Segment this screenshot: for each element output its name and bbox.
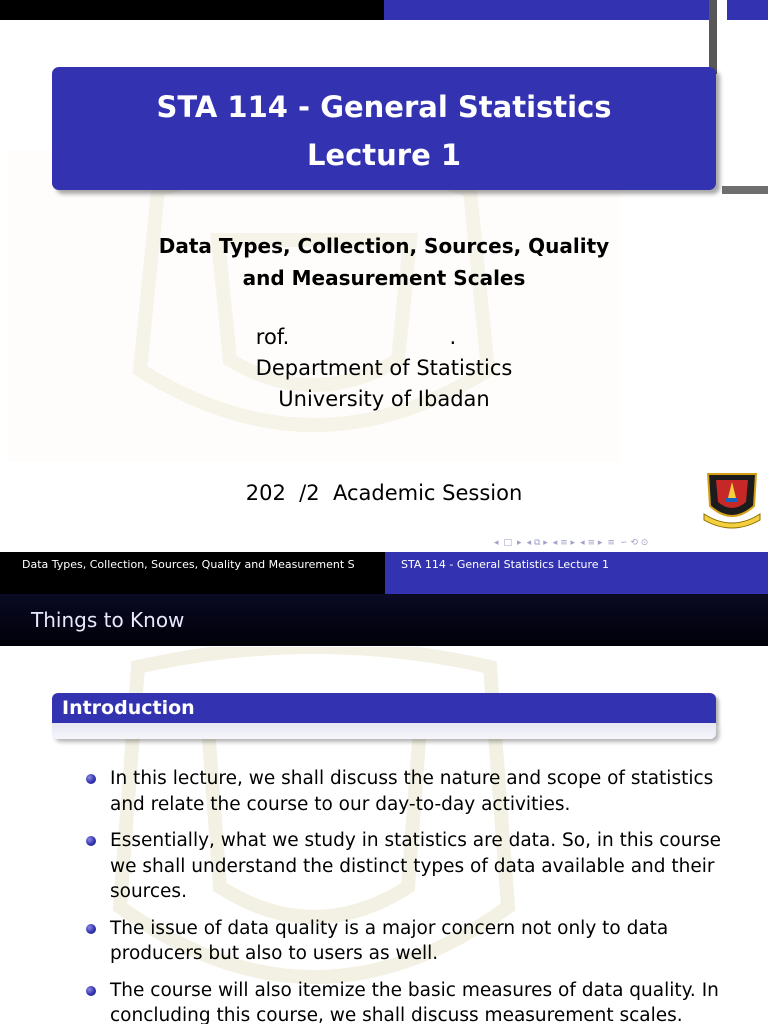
nav-frame-icon[interactable]: □ xyxy=(503,538,513,548)
list-item-text: Essentially, what we study in statistics are data. So, in this course we shall understand the distinct types of data available and their sources. xyxy=(110,830,722,902)
nav-align-icon[interactable]: ≡ xyxy=(607,538,615,548)
title-line-2: Lecture 1 xyxy=(306,138,462,172)
bullet-icon xyxy=(86,986,96,996)
nav-next-icon[interactable]: ▸ xyxy=(517,538,522,548)
list-item-text: In this lecture, we shall discuss the nature and scope of statistics and relate the course to our day-to-day activities. xyxy=(110,768,714,815)
frame-title-bar xyxy=(0,594,768,646)
footer-short-title: Data Types, Collection, Sources, Quality and Measurement S xyxy=(0,552,385,594)
navigation-bar xyxy=(494,535,766,551)
title-box xyxy=(52,67,716,190)
watermark-crest-icon xyxy=(8,150,620,462)
university: University of Ibadan xyxy=(278,387,490,411)
author-block xyxy=(84,322,684,415)
list-item-text: The issue of data quality is a major concern not only to data producers but also to users as well. xyxy=(110,917,669,964)
list-item xyxy=(84,916,724,967)
academic-session: 202 /2 Academic Session xyxy=(245,481,523,505)
list-item xyxy=(84,978,724,1024)
bullet-icon xyxy=(86,836,96,846)
header-bar-left xyxy=(0,0,384,20)
nav-prev-icon[interactable]: ◂ xyxy=(494,538,499,548)
bullet-icon xyxy=(86,774,96,784)
frame-title: Things to Know xyxy=(31,608,185,632)
header-bar-gap xyxy=(717,0,727,20)
list-item xyxy=(84,828,724,905)
nav-search-icon[interactable]: ∽ ⟲ ⊙ xyxy=(619,538,649,548)
footer-lecture-title: STA 114 - General Statistics Lecture 1 xyxy=(385,552,768,594)
subtitle xyxy=(84,230,684,294)
header-bar-shadow xyxy=(709,0,717,74)
university-crest-icon xyxy=(698,470,766,530)
subtitle-line-1: Data Types, Collection, Sources, Quality xyxy=(158,234,610,258)
bullet-list xyxy=(84,766,724,1024)
nav-section-icon[interactable]: ◂ ⧉ ▸ xyxy=(526,538,548,548)
nav-subsection-icon[interactable]: ◂ ≡ ▸ xyxy=(552,538,576,548)
department: Department of Statistics xyxy=(255,356,513,380)
block-title: Introduction xyxy=(52,693,716,723)
nav-subsection-2-icon[interactable]: ◂ ≡ ▸ xyxy=(580,538,603,548)
list-item xyxy=(84,766,724,817)
previous-slide-footer xyxy=(0,552,768,594)
author-name: rof. . xyxy=(255,325,457,349)
block-body xyxy=(52,723,716,739)
title-box-shadow xyxy=(722,186,768,194)
subtitle-line-2: and Measurement Scales xyxy=(242,266,526,290)
title-line-1: STA 114 - General Statistics xyxy=(156,90,612,124)
bullet-icon xyxy=(86,924,96,934)
content-slide xyxy=(0,552,768,1024)
list-item-text: The course will also itemize the basic measures of data quality. In concluding this course, we shall discuss measurement scales. xyxy=(110,979,719,1024)
